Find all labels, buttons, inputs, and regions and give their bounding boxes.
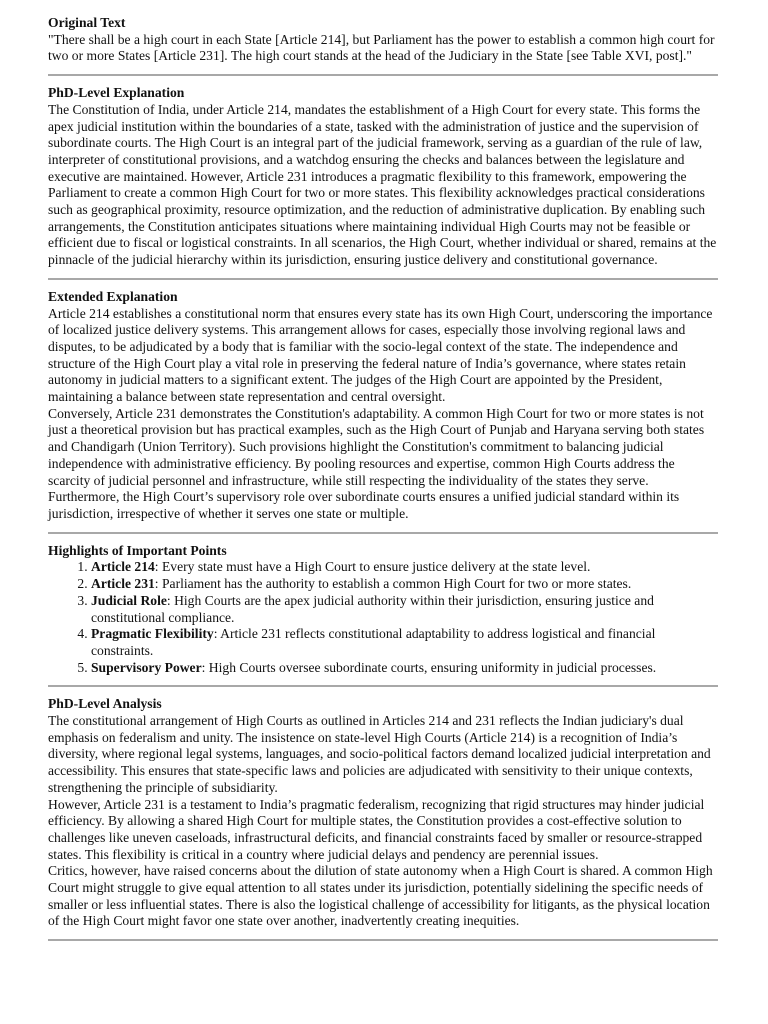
phd-explanation-paragraph: The Constitution of India, under Article 214, mandates the establishment of a High Court for every state. This forms the apex judicial institution within the boundaries of a state, tasked with the administration of justice and the supervision of subordinate courts. The High Court is an integral part of the judicial framework, serving as a guardian of the rule of law, interpreter of constitutional provisions, and a watchdog ensuring the checks and balances between the legislature and executive are maintained. However, Article 231 introduces a pragmatic flexibility to this framework, empowering the Parliament to create a common High Court for two or more states. This flexibility acknowledges practical considerations such as geographical proximity, resource optimization, and the reduction of administrative duplication. By enabling such arrangements, the Constitution anticipates situations where maintaining individual High Courts may not be feasible or efficient due to fiscal or logistical constraints. In all scenarios, the High Court, whether individual or shared, remains at the pinnacle of the judicial hierarchy within its jurisdiction, ensuring justice delivery and constitutional governance. xyxy=(48,101,717,268)
phd-analysis-section xyxy=(48,696,718,930)
highlights-heading: Highlights of Important Points xyxy=(48,542,227,558)
list-item xyxy=(91,660,718,677)
phd-analysis-paragraph: The constitutional arrangement of High Courts as outlined in Articles 214 and 231 reflects the Indian judiciary's dual emphasis on federalism and unity. The insistence on state-level High Courts (Article 214) is a recognition of India’s diversity, where regional legal systems, languages, and socio-political factors demand localized judicial interpretation and accessibility. This ensures that state-specific laws and policies are adjudicated with sensitivity to their unique contexts, strengthening the principle of subsidiarity. xyxy=(48,713,711,795)
point-term: Article 231 xyxy=(91,576,155,592)
original-text-section xyxy=(48,15,718,65)
section-divider xyxy=(48,278,718,280)
extended-explanation-paragraph: Article 214 establishes a constitutional norm that ensures every state has its own High Court, underscoring the importance of localized justice delivery systems. This arrangement allows for cases, especially those involving regional laws and disputes, to be adjudicated by a body that is familiar with the socio-legal context of the state. The independence and structure of the High Court play a vital role in preserving the federal nature of India’s governance, where states retain autonomy in judicial matters to a significant extent. The judges of the High Court are appointed by the President, maintaining a balance between state representation and central oversight. xyxy=(48,305,713,405)
point-term: Pragmatic Flexibility xyxy=(91,626,214,642)
point-text: : Article 231 reflects constitutional adaptability to address logistical and financial constraints. xyxy=(91,626,656,658)
point-text: : Parliament has the authority to establish a common High Court for two or more states. xyxy=(154,576,632,592)
original-text-paragraph: "There shall be a high court in each State [Article 214], but Parliament has the power to establish a common high court for two or more States [Article 231]. The high court stands at the head of the Judiciary in the State [see Table XVI, post]." xyxy=(48,31,715,64)
extended-explanation-paragraph: Conversely, Article 231 demonstrates the Constitution's adaptability. A common High Court for two or more states is not just a theoretical provision but has practical examples, such as the High Court of Punjab and Haryana serving both states and Chandigarh (Union Territory). Such provisions highlight the Constitution's commitment to balancing judicial independence with administrative efficiency. By pooling resources and expertise, common High Courts address the scarcity of judicial personnel and infrastructure, while still respecting the individuality of the states they serve. Furthermore, the High Court’s supervisory role over subordinate courts ensures a unified judicial standard within its jurisdiction, irrespective of whether it serves one state or multiple. xyxy=(48,405,705,521)
list-item xyxy=(91,593,718,626)
original-text-heading: Original Text xyxy=(48,15,126,30)
point-text: : High Courts are the apex judicial authority within their jurisdiction, ensuring justice and constitutional compliance. xyxy=(91,592,654,625)
section-divider xyxy=(48,74,718,76)
list-item xyxy=(91,576,718,593)
section-divider xyxy=(48,939,718,941)
section-divider xyxy=(48,685,718,687)
point-text: : High Courts oversee subordinate courts, ensuring uniformity in judicial processes. xyxy=(201,659,657,675)
point-text: : Every state must have a High Court to ensure justice delivery at the state level. xyxy=(154,559,591,575)
point-term: Article 214 xyxy=(91,559,155,575)
phd-analysis-heading: PhD-Level Analysis xyxy=(48,696,162,712)
phd-explanation-heading: PhD-Level Explanation xyxy=(48,85,185,101)
highlights-section xyxy=(48,543,718,677)
phd-explanation-section xyxy=(48,85,718,269)
section-divider xyxy=(48,532,718,534)
extended-explanation-heading: Extended Explanation xyxy=(48,288,178,304)
point-term: Judicial Role xyxy=(91,592,167,608)
point-term: Supervisory Power xyxy=(91,659,202,675)
list-item xyxy=(91,559,718,576)
phd-analysis-paragraph: However, Article 231 is a testament to India’s pragmatic federalism, recognizing that rigid structures may hinder judicial efficiency. By allowing a shared High Court for multiple states, the Constitution provides a cost-effective solution to challenges like uneven caseloads, infrastructural deficits, and financial constraints faced by smaller or resource-strapped states. This flexibility is critical in a country where judicial delays and pendency are perennial issues. xyxy=(48,796,705,862)
list-item xyxy=(91,626,718,659)
extended-explanation-section xyxy=(48,289,718,523)
phd-analysis-paragraph: Critics, however, have raised concerns about the dilution of state autonomy when a High Court is shared. A common High Court might struggle to give equal attention to all states under its jurisdiction, potentially sidelining the specific needs of smaller or less influential states. There is also the logistical challenge of accessibility for litigants, as the physical location of the High Court might favor one state over another, inadvertently creating inequities. xyxy=(48,863,713,929)
highlights-list xyxy=(48,559,718,676)
